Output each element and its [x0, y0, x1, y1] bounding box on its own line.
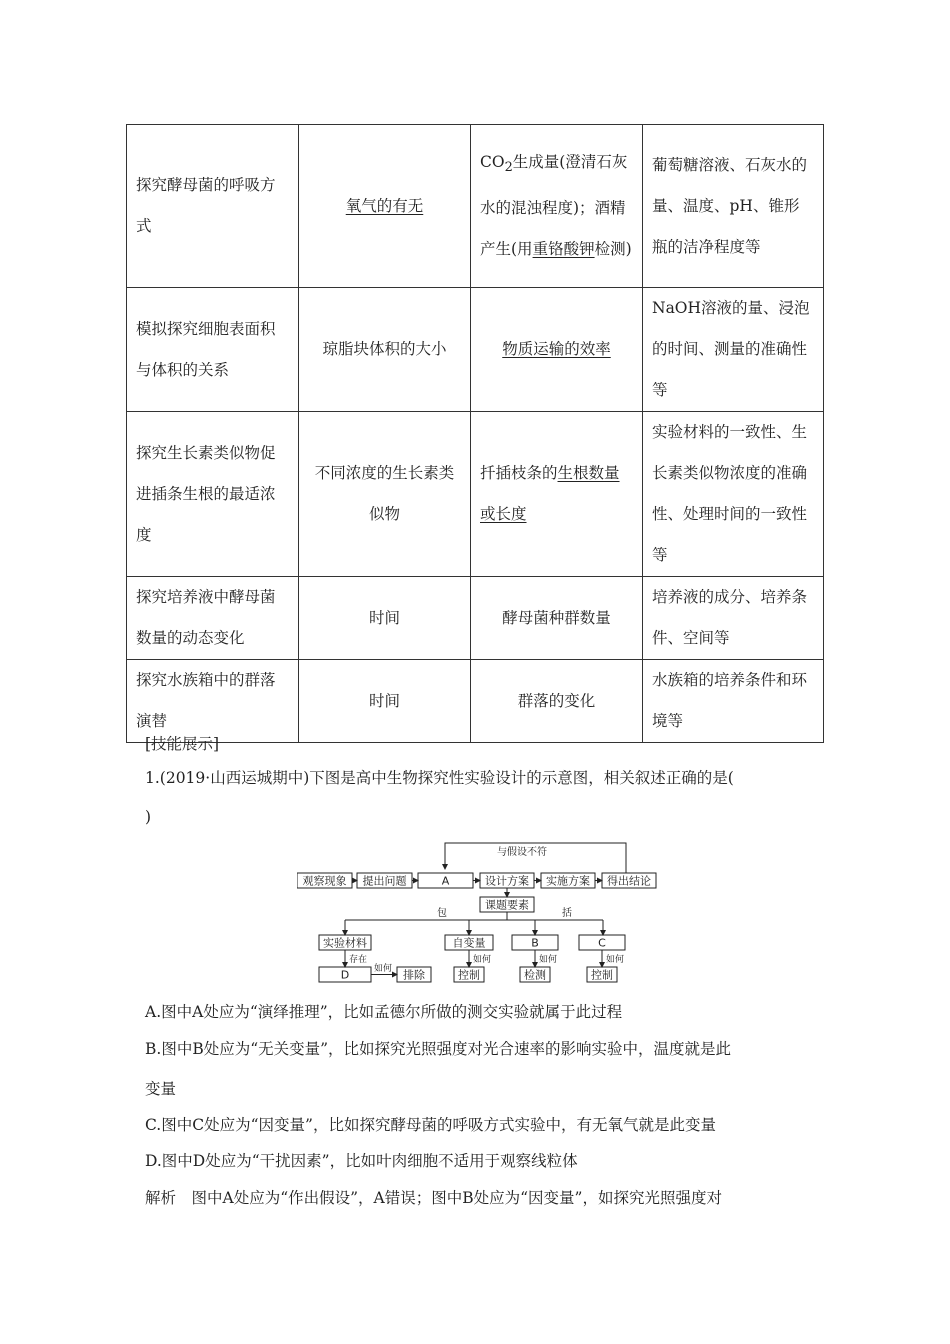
elements-label: 课题要素 [485, 898, 529, 912]
branch-b: B [531, 936, 539, 950]
detect-label: 检测 [524, 968, 546, 982]
how-label-3: 如何 [606, 955, 625, 965]
flow-design: 设计方案 [485, 874, 529, 888]
option-b-cont: 变量 [145, 1080, 177, 1098]
branch-c: C [598, 936, 606, 950]
flow-question: 提出问题 [362, 874, 407, 888]
controlled-variable-cell: 水族箱的培养条件和环境等 [643, 660, 824, 743]
table-row [127, 125, 824, 288]
question-stem: 1.(2019·山西运城期中)下图是高中生物探究性实验设计的示意图，相关叙述正确的是( [145, 769, 734, 787]
how-label-2: 如何 [539, 955, 558, 965]
controlled-variable-cell: 葡萄糖溶液、石灰水的量、温度、pH、锥形瓶的洁净程度等 [643, 125, 824, 288]
controlled-variable-cell: 实验材料的一致性、生长素类似物浓度的准确性、处理时间的一致性等 [643, 412, 824, 577]
feedback-label: 与假设不符 [497, 847, 547, 858]
branch-materials: 实验材料 [323, 936, 367, 950]
dependent-variable-cell: 物质运输的效率 [471, 288, 643, 412]
include-right: 括 [562, 908, 572, 919]
branch-independent: 自变量 [452, 936, 486, 950]
flow-a: A [441, 874, 450, 888]
analysis: 解析 图中A处应为“作出假设”，A错误；图中B处应为“因变量”，如探究光照强度对 [145, 1189, 722, 1207]
flow-observe: 观察现象 [302, 874, 347, 888]
independent-variable-cell: 氧气的有无 [299, 125, 471, 288]
exist-label: 存在 [349, 955, 368, 965]
controlled-variable-cell: NaOH溶液的量、浸泡的时间、测量的准确性等 [643, 288, 824, 412]
experiment-cell: 探究生长素类似物促进插条生根的最适浓度 [127, 412, 299, 577]
experiment-cell: 探究酵母菌的呼吸方式 [127, 125, 299, 288]
option-b: B.图中B处应为“无关变量”，比如探究光照强度对光合速率的影响实验中，温度就是此 [145, 1040, 732, 1058]
controlled-variable-cell: 培养液的成分、培养条件、空间等 [643, 577, 824, 660]
flow-conclude: 得出结论 [607, 874, 651, 888]
how-label-1: 如何 [473, 955, 492, 965]
d-label: D [340, 968, 350, 982]
independent-variable-cell: 时间 [299, 577, 471, 660]
experiment-cell: 探究培养液中酵母菌数量的动态变化 [127, 577, 299, 660]
question-stem-cont: ) [145, 808, 152, 826]
flow-implement: 实施方案 [546, 874, 590, 888]
independent-variable-cell: 时间 [299, 660, 471, 743]
dependent-variable-cell: 群落的变化 [471, 660, 643, 743]
option-d: D.图中D处应为“干扰因素”，比如叶肉细胞不适用于观察线粒体 [145, 1152, 578, 1170]
section-label: [技能展示] [145, 735, 220, 753]
remove-label: 排除 [403, 968, 425, 982]
control-label-1: 控制 [458, 968, 480, 982]
dependent-variable-cell: 酵母菌种群数量 [471, 577, 643, 660]
experiment-cell: 探究水族箱中的群落演替 [127, 660, 299, 743]
experiment-table [126, 124, 824, 743]
dependent-variable-cell: 扦插枝条的生根数量或长度 [471, 412, 643, 577]
experiment-design-diagram [297, 838, 657, 988]
table-row [127, 660, 824, 743]
how-label-4: 如何 [374, 964, 393, 974]
table-row [127, 577, 824, 660]
control-label-2: 控制 [591, 968, 613, 982]
independent-variable-cell: 不同浓度的生长素类似物 [299, 412, 471, 577]
table-row [127, 288, 824, 412]
option-a: A.图中A处应为“演绎推理”，比如孟德尔所做的测交实验就属于此过程 [145, 1003, 623, 1021]
option-c: C.图中C处应为“因变量”，比如探究酵母菌的呼吸方式实验中，有无氧气就是此变量 [145, 1116, 716, 1134]
include-left: 包 [437, 908, 447, 919]
experiment-cell: 模拟探究细胞表面积与体积的关系 [127, 288, 299, 412]
dependent-variable-cell: $CO_2$生成量(澄清石灰水的混浊程度)；酒精产生(用重铬酸钾检测) [471, 125, 643, 288]
independent-variable-cell: 琼脂块体积的大小 [299, 288, 471, 412]
table-row [127, 412, 824, 577]
